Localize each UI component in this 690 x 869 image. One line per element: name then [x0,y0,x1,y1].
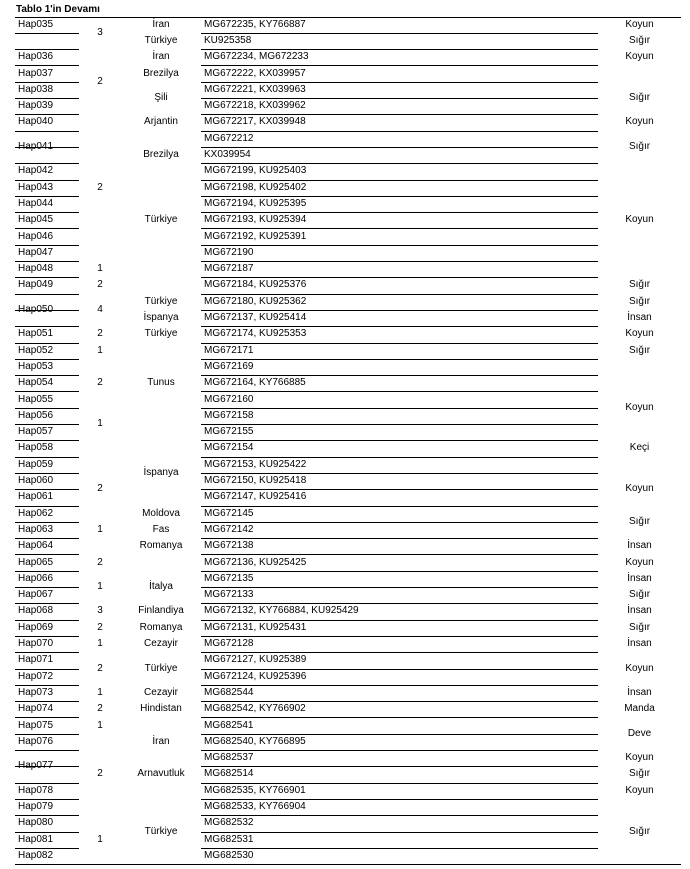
hap-cell: Hap043 [18,181,54,193]
accession-row-divider [201,783,598,784]
accession-row-divider [201,587,598,588]
acc-cell: MG672135 [204,572,254,584]
host-cell: Sığır [628,621,651,633]
accession-row-divider [201,473,598,474]
acc-cell: MG682542, KY766902 [204,703,306,715]
acc-cell: MG682544 [204,686,254,698]
hap-row-divider [15,489,79,490]
acc-cell: MG672193, KU925394 [204,214,307,226]
hap-row-divider [15,245,79,246]
host-cell: Koyun [625,328,654,340]
accession-row-divider [201,424,598,425]
country-cell: Türkiye [144,295,178,307]
acc-cell: MG672164, KY766885 [204,377,306,389]
country-cell: Romanya [139,540,183,552]
hap-row-divider [15,440,79,441]
acc-cell: MG672192, KU925391 [204,230,307,242]
hap-cell: Hap037 [18,67,54,79]
accession-row-divider [201,147,598,148]
acc-cell: MG682537 [204,752,254,764]
host-cell: Sığır [628,34,651,46]
hap-cell: Hap069 [18,621,54,633]
host-cell: Keçi [629,442,650,454]
table-title: Tablo 1'in Devamı [16,4,100,15]
n-cell: 2 [97,181,103,193]
hap-row-divider [15,473,79,474]
acc-cell: MG672199, KU925403 [204,165,307,177]
acc-cell: MG672147, KU925416 [204,491,307,503]
accession-row-divider [201,277,598,278]
n-cell: 1 [97,344,103,356]
n-cell: 2 [97,483,103,495]
hap-cell: Hap080 [18,817,54,829]
hap-cell: Hap073 [18,686,54,698]
host-cell: Koyun [625,556,654,568]
host-cell: İnsan [627,638,652,650]
acc-cell: MG672174, KU925353 [204,328,307,340]
n-cell: 2 [97,279,103,291]
host-cell: Koyun [625,752,654,764]
host-cell: Sığır [628,768,651,780]
country-cell: Türkiye [144,34,178,46]
host-cell: İnsan [627,605,652,617]
host-cell: Koyun [625,51,654,63]
acc-cell: MG672145 [204,507,254,519]
hap-cell: Hap056 [18,409,54,421]
host-cell: Koyun [625,214,654,226]
hap-row-divider [15,49,79,50]
acc-cell: MG672132, KY766884, KU925429 [204,605,359,617]
host-cell: Koyun [625,116,654,128]
host-cell: Sığır [628,140,651,152]
hap-row-divider [15,408,79,409]
hap-row-divider [15,717,79,718]
accession-row-divider [201,391,598,392]
hap-cell: Hap054 [18,377,54,389]
country-cell: İspanya [143,312,179,324]
accession-row-divider [201,82,598,83]
country-cell: İran [152,735,170,747]
country-cell: İran [152,51,170,63]
accession-row-divider [201,603,598,604]
acc-cell: MG672212 [204,132,254,144]
acc-cell: MG682540, KY766895 [204,735,306,747]
hap-row-divider [15,212,79,213]
n-cell: 2 [97,621,103,633]
hap-row-divider [15,685,79,686]
host-cell: Koyun [625,662,654,674]
country-cell: Türkiye [144,662,178,674]
acc-cell: MG672128 [204,638,254,650]
hap-row-divider [15,33,79,34]
accession-row-divider [201,261,598,262]
hap-row-divider [15,180,79,181]
hap-cell: Hap057 [18,426,54,438]
hap-row-divider [15,98,79,99]
acc-cell: KX039954 [204,149,251,161]
hap-row-divider [15,506,79,507]
acc-cell: MG672235, KY766887 [204,18,306,30]
accession-row-divider [201,98,598,99]
hap-row-divider [15,457,79,458]
hap-cell: Hap071 [18,654,54,666]
hap-row-divider [15,538,79,539]
hap-row-divider [15,669,79,670]
hap-row-divider [15,163,79,164]
n-cell: 1 [97,418,103,429]
acc-cell: MG672169 [204,360,254,372]
n-cell: 1 [97,686,103,698]
acc-cell: MG672171 [204,344,254,356]
host-cell: Sığır [628,515,651,527]
accession-row-divider [201,33,598,34]
hap-row-divider [15,375,79,376]
hap-row-divider [15,554,79,555]
acc-cell: MG672138 [204,540,254,552]
country-cell: Türkiye [144,825,178,837]
hap-cell: Hap065 [18,556,54,568]
hap-cell: Hap045 [18,214,54,226]
hap-cell: Hap079 [18,801,54,813]
n-cell: 2 [97,768,103,780]
host-cell: Deve [627,727,652,739]
n-cell: 1 [97,833,103,845]
country-cell: Hindistan [140,703,182,715]
n-cell: 3 [97,26,103,38]
accession-row-divider [201,717,598,718]
hap-row-divider [15,783,79,784]
acc-cell: MG672194, KU925395 [204,197,307,209]
acc-cell: MG672187 [204,263,254,275]
host-cell: Sığır [628,589,651,601]
table-bottom-rule [15,864,681,865]
accession-row-divider [201,310,598,311]
accession-row-divider [201,343,598,344]
table-top-rule [15,17,681,18]
hap-cell: Hap050 [18,303,54,315]
hap-cell: Hap067 [18,589,54,601]
hap-cell: Hap063 [18,523,54,535]
haplotype-table [15,17,681,864]
host-cell: Sığır [628,825,651,837]
hap-cell: Hap048 [18,263,54,275]
acc-cell: MG672137, KU925414 [204,312,307,324]
hap-row-divider [15,587,79,588]
hap-row-divider [15,294,79,295]
hap-cell: Hap044 [18,197,54,209]
acc-cell: MG672222, KX039957 [204,67,306,79]
accession-row-divider [201,701,598,702]
host-cell: Sığır [628,92,651,103]
hap-row-divider [15,424,79,425]
hap-row-divider [15,131,79,132]
hap-row-divider [15,114,79,115]
accession-row-divider [201,815,598,816]
n-cell: 2 [97,703,103,715]
country-cell: Türkiye [144,328,178,340]
accession-row-divider [201,375,598,376]
n-cell: 2 [97,377,103,389]
hap-cell: Hap059 [18,458,54,470]
country-cell: Romanya [139,621,183,633]
acc-cell: MG672217, KX039948 [204,116,306,128]
host-cell: İnsan [627,540,652,552]
acc-cell: MG682531 [204,833,254,845]
acc-cell: MG672198, KU925402 [204,181,307,193]
accession-row-divider [201,554,598,555]
hap-cell: Hap052 [18,344,54,356]
hap-cell: Hap070 [18,638,54,650]
accession-row-divider [201,163,598,164]
n-cell: 1 [97,263,103,275]
acc-cell: MG672131, KU925431 [204,621,307,633]
n-cell: 4 [97,303,103,315]
accession-row-divider [201,848,598,849]
hap-cell: Hap039 [18,100,54,112]
country-cell: İran [152,18,170,30]
host-cell: İnsan [627,686,652,698]
hap-cell: Hap042 [18,165,54,177]
hap-cell: Hap060 [18,475,54,487]
country-cell: İspanya [143,466,179,478]
hap-cell: Hap075 [18,719,54,731]
acc-cell: KU925358 [204,34,252,46]
host-cell: Sığır [628,279,651,291]
n-cell: 1 [97,523,103,535]
hap-row-divider [15,636,79,637]
accession-row-divider [201,799,598,800]
accession-row-divider [201,506,598,507]
n-cell: 1 [97,719,103,731]
hap-row-divider [15,701,79,702]
hap-cell: Hap072 [18,670,54,682]
acc-cell: MG672150, KU925418 [204,475,307,487]
hap-row-divider [15,65,79,66]
hap-cell: Hap082 [18,849,54,861]
country-cell: Brezilya [143,67,179,79]
country-cell: Arjantin [144,116,178,128]
hap-cell: Hap051 [18,328,54,340]
host-cell: Sığır [628,344,651,356]
acc-cell: MG672180, KU925362 [204,295,307,307]
country-cell: Finlandiya [138,605,184,617]
hap-row-divider [15,391,79,392]
accession-row-divider [201,457,598,458]
hap-cell: Hap055 [18,393,54,405]
accession-row-divider [201,685,598,686]
hap-row-divider [15,228,79,229]
hap-row-divider [15,848,79,849]
acc-cell: MG672124, KU925396 [204,670,307,682]
hap-row-divider [15,261,79,262]
hap-cell: Hap040 [18,116,54,128]
acc-cell: MG672154 [204,442,254,454]
hap-row-divider [15,603,79,604]
hap-cell: Hap035 [18,18,54,30]
accession-row-divider [201,750,598,751]
n-cell: 2 [97,75,103,87]
accession-row-divider [201,652,598,653]
n-cell: 2 [97,328,103,340]
n-cell: 2 [97,556,103,568]
hap-cell: Hap077 [18,760,54,772]
accession-row-divider [201,538,598,539]
accession-row-divider [201,489,598,490]
hap-cell: Hap038 [18,83,54,95]
country-cell: Brezilya [143,149,179,161]
n-cell: 1 [97,638,103,650]
country-cell: Moldova [142,507,180,519]
acc-cell: MG672155 [204,426,254,438]
hap-cell: Hap064 [18,540,54,552]
hap-cell: Hap041 [18,140,54,152]
accession-row-divider [201,359,598,360]
hap-cell: Hap081 [18,833,54,845]
acc-cell: MG682535, KY766901 [204,784,306,796]
acc-cell: MG672127, KU925389 [204,654,307,666]
accession-row-divider [201,212,598,213]
acc-cell: MG682532 [204,817,254,829]
accession-row-divider [201,49,598,50]
hap-row-divider [15,522,79,523]
hap-cell: Hap047 [18,246,54,258]
host-cell: Sığır [628,295,651,307]
country-cell: Fas [152,523,170,535]
accession-row-divider [201,294,598,295]
accession-row-divider [201,571,598,572]
host-cell: Koyun [625,483,654,495]
hap-row-divider [15,815,79,816]
hap-row-divider [15,82,79,83]
hap-row-divider [15,750,79,751]
acc-cell: MG682541 [204,719,254,731]
host-cell: Koyun [625,18,654,30]
accession-row-divider [201,636,598,637]
host-cell: İnsan [627,312,652,324]
acc-cell: MG682530 [204,849,254,861]
accession-row-divider [201,440,598,441]
hap-row-divider [15,571,79,572]
n-cell: 2 [97,662,103,674]
acc-cell: MG672153, KU925422 [204,458,307,470]
hap-row-divider [15,343,79,344]
acc-cell: MG672218, KX039962 [204,100,306,112]
host-cell: Koyun [625,784,654,796]
accession-row-divider [201,734,598,735]
n-cell: 3 [97,605,103,617]
acc-cell: MG672184, KU925376 [204,279,307,291]
acc-cell: MG672133 [204,589,254,601]
hap-cell: Hap078 [18,784,54,796]
host-cell: İnsan [627,572,652,584]
accession-row-divider [201,408,598,409]
hap-cell: Hap053 [18,360,54,372]
country-cell: Şili [154,92,168,103]
acc-cell: MG672136, KU925425 [204,556,307,568]
acc-cell: MG682514 [204,768,254,780]
hap-row-divider [15,652,79,653]
hap-cell: Hap076 [18,735,54,747]
hap-row-divider [15,799,79,800]
acc-cell: MG682533, KY766904 [204,801,306,813]
acc-cell: MG672190 [204,246,254,258]
hap-row-divider [15,620,79,621]
acc-cell: MG672158 [204,409,254,421]
hap-cell: Hap074 [18,703,54,715]
hap-cell: Hap049 [18,279,54,291]
hap-cell: Hap061 [18,491,54,503]
accession-row-divider [201,65,598,66]
hap-row-divider [15,196,79,197]
hap-row-divider [15,734,79,735]
country-cell: Arnavutluk [137,768,185,780]
hap-row-divider [15,359,79,360]
accession-row-divider [201,832,598,833]
accession-row-divider [201,196,598,197]
accession-row-divider [201,228,598,229]
n-cell: 1 [97,581,103,592]
accession-row-divider [201,180,598,181]
acc-cell: MG672142 [204,523,254,535]
hap-cell: Hap046 [18,230,54,242]
hap-cell: Hap066 [18,572,54,584]
country-cell: Tunus [147,377,175,389]
country-cell: Cezayir [144,686,178,698]
accession-row-divider [201,620,598,621]
hap-cell: Hap062 [18,507,54,519]
hap-row-divider [15,832,79,833]
accession-row-divider [201,766,598,767]
country-cell: Cezayir [144,638,178,650]
acc-cell: MG672221, KX039963 [204,83,306,95]
hap-row-divider [15,277,79,278]
accession-row-divider [201,669,598,670]
acc-cell: MG672234, MG672233 [204,51,309,63]
acc-cell: MG672160 [204,393,254,405]
accession-row-divider [201,326,598,327]
country-cell: İtalya [149,581,173,592]
accession-row-divider [201,522,598,523]
hap-row-divider [15,326,79,327]
hap-cell: Hap068 [18,605,54,617]
accession-row-divider [201,131,598,132]
host-cell: Manda [624,703,655,715]
host-cell: Koyun [625,401,654,413]
accession-row-divider [201,245,598,246]
hap-cell: Hap036 [18,51,54,63]
country-cell: Türkiye [144,214,178,226]
accession-row-divider [201,114,598,115]
hap-cell: Hap058 [18,442,54,454]
